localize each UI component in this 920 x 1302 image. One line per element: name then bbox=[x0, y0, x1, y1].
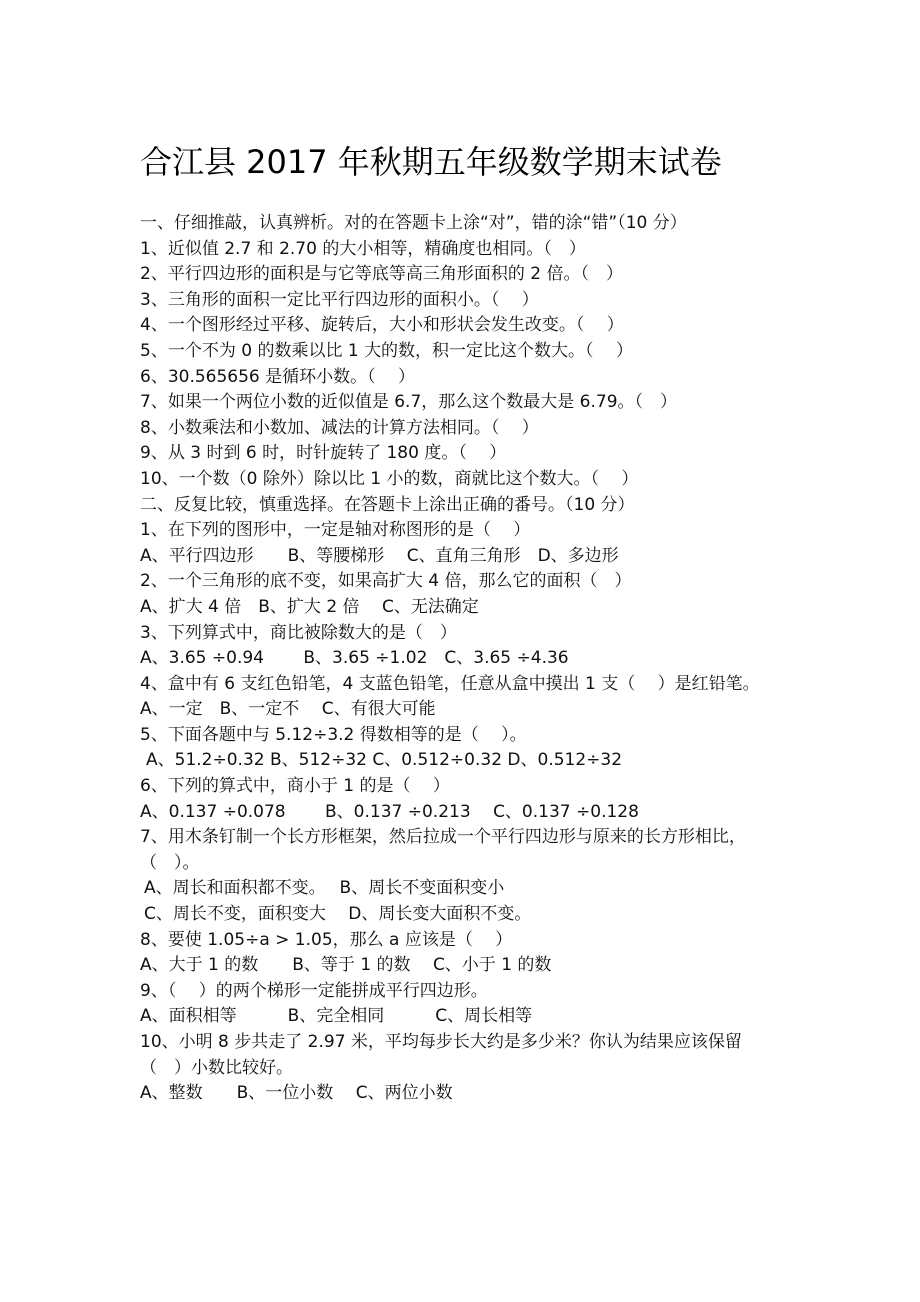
mc-question-3-stem: 3、下列算式中，商比被除数大的是（ ） bbox=[140, 622, 457, 643]
tf-question-1: 1、近似值 2.7 和 2.70 的大小相等，精确度也相同。（ ） bbox=[140, 238, 586, 259]
tf-question-6: 6、30.565656 是循环小数。（ ） bbox=[140, 366, 416, 387]
mc-question-7-stem-cont: （ ）。 bbox=[140, 852, 200, 873]
tf-question-8: 8、小数乘法和小数加、减法的计算方法相同。（ ） bbox=[140, 417, 539, 438]
mc-question-5-options: A、51.2÷0.32 B、512÷32 C、0.512÷0.32 D、0.512÷32 bbox=[146, 750, 623, 771]
exam-title: 合江县 2017 年秋期五年级数学期末试卷 bbox=[140, 143, 722, 181]
section-2-heading: 二、反复比较，慎重选择。在答题卡上涂出正确的番号。（10 分） bbox=[140, 494, 635, 515]
mc-question-10-stem-cont: （ ）小数比较好。 bbox=[140, 1057, 293, 1078]
mc-question-9-options: A、面积相等 B、完全相同 C、周长相等 bbox=[140, 1006, 533, 1027]
mc-question-1-stem: 1、在下列的图形中，一定是轴对称图形的是（ ） bbox=[140, 520, 531, 541]
mc-question-4-options: A、一定 B、一定不 C、有很大可能 bbox=[140, 699, 436, 720]
tf-question-7: 7、如果一个两位小数的近似值是 6.7，那么这个数最大是 6.79。（ ） bbox=[140, 392, 678, 413]
tf-question-9: 9、从 3 时到 6 时，时针旋转了 180 度。（ ） bbox=[140, 443, 507, 464]
tf-question-10: 10、一个数（0 除外）除以比 1 小的数，商就比这个数大。（ ） bbox=[140, 468, 639, 489]
mc-question-3-options: A、3.65 ÷0.94 B、3.65 ÷1.02 C、3.65 ÷4.36 bbox=[140, 648, 569, 669]
mc-question-8-stem: 8、要使 1.05÷a > 1.05，那么 a 应该是（ ） bbox=[140, 929, 513, 950]
mc-question-8-options: A、大于 1 的数 B、等于 1 的数 C、小于 1 的数 bbox=[140, 955, 552, 976]
mc-question-1-options: A、平行四边形 B、等腰梯形 C、直角三角形 D、多边形 bbox=[140, 545, 619, 566]
exam-body bbox=[140, 211, 860, 1107]
mc-question-2-options: A、扩大 4 倍 B、扩大 2 倍 C、无法确定 bbox=[140, 596, 479, 617]
mc-question-7-options-2: C、周长不变，面积变大 D、周长变大面积不变。 bbox=[144, 904, 532, 925]
mc-question-7-options: A、周长和面积都不变。 B、周长不变面积变小 bbox=[144, 878, 505, 899]
tf-question-2: 2、平行四边形的面积是与它等底等高三角形面积的 2 倍。（ ） bbox=[140, 264, 623, 285]
mc-question-10-stem: 10、小明 8 步共走了 2.97 米，平均每步长大约是多少米？你认为结果应该保留 bbox=[140, 1032, 742, 1052]
tf-question-5: 5、一个不为 0 的数乘以比 1 大的数，积一定比这个数大。（ ） bbox=[140, 340, 633, 361]
mc-question-7-stem: 7、用木条钉制一个长方形框架，然后拉成一个平行四边形与原来的长方形相比， bbox=[140, 827, 746, 848]
mc-question-10-options: A、整数 B、一位小数 C、两位小数 bbox=[140, 1083, 453, 1104]
mc-question-5-stem: 5、下面各题中与 5.12÷3.2 得数相等的是（ ）。 bbox=[140, 724, 527, 745]
mc-question-9-stem: 9、（ ）的两个梯形一定能拼成平行四边形。 bbox=[140, 980, 488, 1001]
tf-question-4: 4、一个图形经过平移、旋转后，大小和形状会发生改变。（ ） bbox=[140, 315, 624, 336]
mc-question-2-stem: 2、一个三角形的底不变，如果高扩大 4 倍，那么它的面积（ ） bbox=[140, 571, 632, 592]
tf-question-3: 3、三角形的面积一定比平行四边形的面积小。（ ） bbox=[140, 289, 539, 310]
mc-question-6-stem: 6、下列的算式中，商小于 1 的是（ ） bbox=[140, 776, 450, 797]
mc-question-6-options: A、0.137 ÷0.078 B、0.137 ÷0.213 C、0.137 ÷0.128 bbox=[140, 801, 639, 822]
mc-question-4-stem: 4、盒中有 6 支红色铅笔，4 支蓝色铅笔，任意从盒中摸出 1 支（ ）是红铅笔。 bbox=[140, 673, 760, 694]
section-1-heading: 一、仔细推敲，认真辨析。对的在答题卡上涂“对”，错的涂“错”（10 分） bbox=[140, 213, 687, 233]
